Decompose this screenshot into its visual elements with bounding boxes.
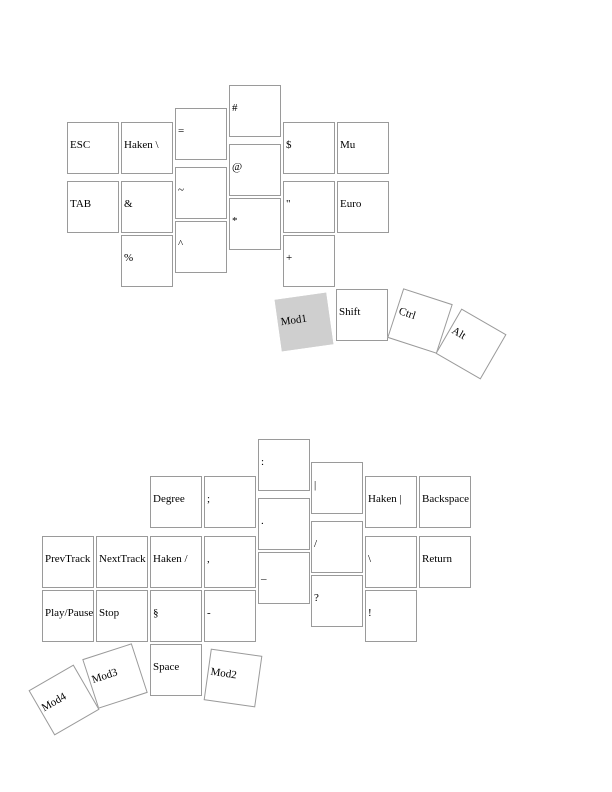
key-underscore: _ <box>258 552 310 604</box>
key-slash: / <box>311 521 363 573</box>
key-quote: " <box>283 181 335 233</box>
key-haken-backslash: Haken \ <box>121 122 173 174</box>
key-shift: Shift <box>336 289 388 341</box>
key-percent: % <box>121 235 173 287</box>
key-equals: = <box>175 108 227 160</box>
key-comma: , <box>204 536 256 588</box>
key-space: Space <box>150 644 202 696</box>
key-return: Return <box>419 536 471 588</box>
key-haken-pipe: Haken | <box>365 476 417 528</box>
key-tab: TAB <box>67 181 119 233</box>
key-period: . <box>258 498 310 550</box>
key-prevtrack: PrevTrack <box>42 536 94 588</box>
key-euro: Euro <box>337 181 389 233</box>
key-plus: + <box>283 235 335 287</box>
key-ctrl: Ctrl <box>387 288 453 354</box>
key-alt: Alt <box>435 308 506 379</box>
key-backspace: Backspace <box>419 476 471 528</box>
key-mod3: Mod3 <box>82 643 148 709</box>
key-mod1: Mod1 <box>275 293 334 352</box>
key-tilde: ~ <box>175 167 227 219</box>
key-colon: : <box>258 439 310 491</box>
key-exclaim: ! <box>365 590 417 642</box>
key-hash: # <box>229 85 281 137</box>
key-mod4: Mod4 <box>28 664 99 735</box>
key-asterisk: * <box>229 198 281 250</box>
key-pipe: | <box>311 462 363 514</box>
key-mod2: Mod2 <box>204 649 263 708</box>
key-mu: Mu <box>337 122 389 174</box>
key-semicolon: ; <box>204 476 256 528</box>
key-section: § <box>150 590 202 642</box>
key-minus: - <box>204 590 256 642</box>
key-question: ? <box>311 575 363 627</box>
key-esc: ESC <box>67 122 119 174</box>
key-playpause: Play/Pause <box>42 590 94 642</box>
key-stop: Stop <box>96 590 148 642</box>
key-dollar: $ <box>283 122 335 174</box>
key-at: @ <box>229 144 281 196</box>
key-nexttrack: NextTrack <box>96 536 148 588</box>
key-ampersand: & <box>121 181 173 233</box>
key-degree: Degree <box>150 476 202 528</box>
key-haken-slash: Haken / <box>150 536 202 588</box>
key-caret: ^ <box>175 221 227 273</box>
key-backslash: \ <box>365 536 417 588</box>
